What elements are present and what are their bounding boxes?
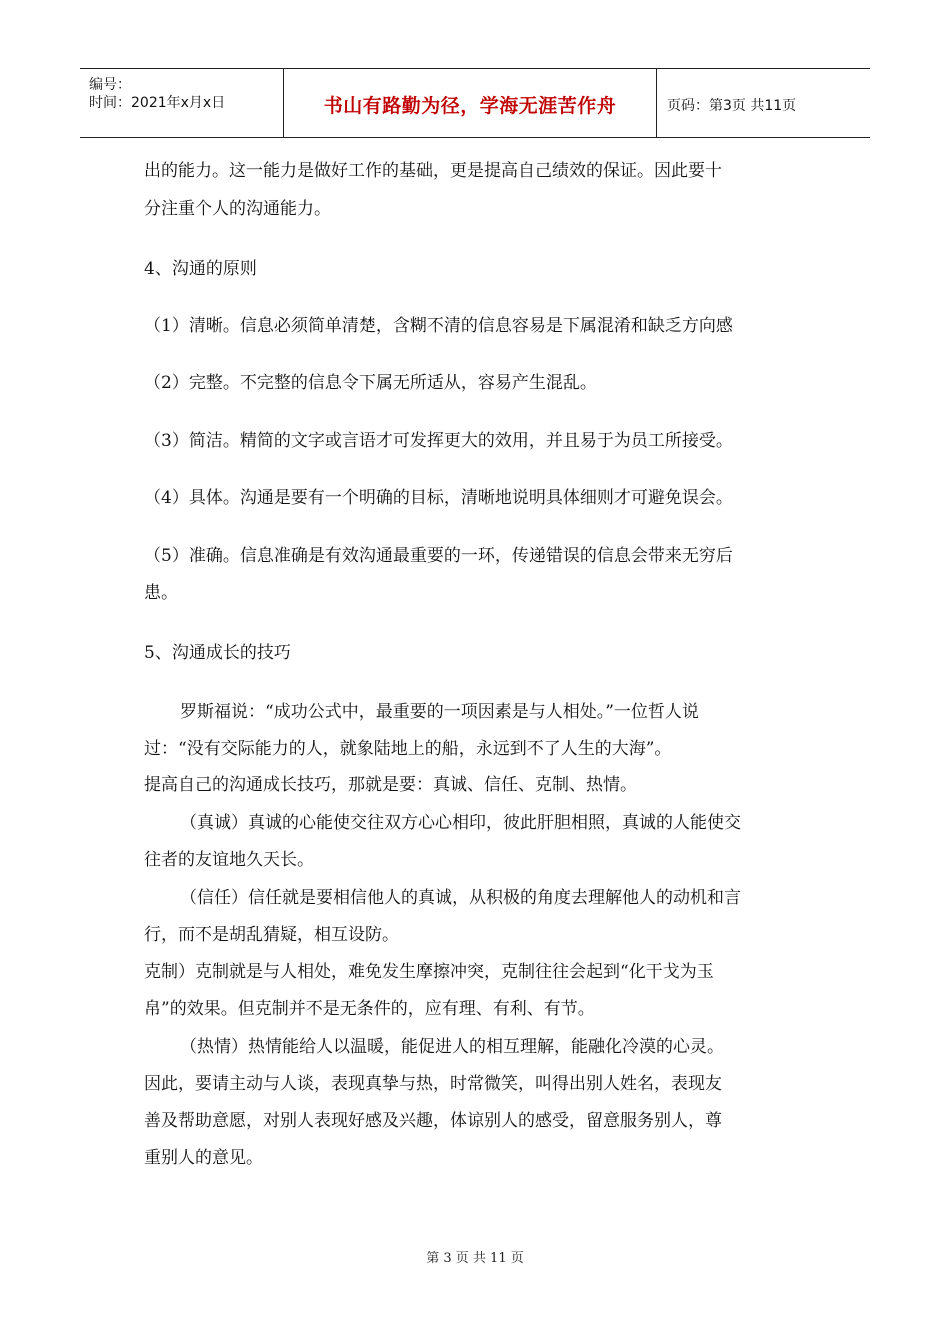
document-date: 时间：2021年x月x日: [89, 95, 226, 111]
body-line: 善及帮助意愿，对别人表现好感及兴趣，体谅别人的感受，留意服务别人，尊: [144, 1111, 722, 1131]
body-line: 克制）克制就是与人相处，难免发生摩擦冲突，克制往往会起到“化干戈为玉: [144, 962, 714, 982]
section-heading: 5、沟通成长的技巧: [144, 643, 291, 663]
body-line: （1）清晰。信息必须简单清楚，含糊不清的信息容易是下属混淆和缺乏方向感: [144, 316, 733, 336]
document-number: 编号：: [89, 77, 131, 93]
body-line: 出的能力。这一能力是做好工作的基础，更是提高自己绩效的保证。因此要十: [144, 161, 722, 181]
body-line: （信任）信任就是要相信他人的真诚，从积极的角度去理解他人的动机和言: [180, 888, 741, 908]
body-line: 患。: [144, 583, 178, 603]
header-page-cell: [657, 69, 870, 137]
body-line: 重别人的意见。: [144, 1148, 263, 1168]
body-line: 提高自己的沟通成长技巧，那就是要：真诚、信任、克制、热情。: [144, 775, 637, 795]
section-heading: 4、沟通的原则: [144, 259, 257, 279]
body-line: 往者的友谊地久天长。: [144, 850, 314, 870]
header-info-cell: [80, 69, 284, 137]
body-line: （4）具体。沟通是要有一个明确的目标，清晰地说明具体细则才可避免误会。: [144, 488, 733, 508]
body-line: （2）完整。不完整的信息令下属无所适从，容易产生混乱。: [144, 373, 597, 393]
page-footer: 第 3 页 共 11 页: [426, 1251, 524, 1266]
header-page-number: 页码：第3页 共11页: [667, 98, 797, 114]
document-header: [80, 68, 870, 138]
body-line: （5）准确。信息准确是有效沟通最重要的一环，传递错误的信息会带来无穷后: [144, 546, 733, 566]
body-line: 过：“没有交际能力的人，就象陆地上的船，永远到不了人生的大海”。: [144, 739, 672, 759]
body-line: 因此，要请主动与人谈，表现真挚与热，时常微笑，叫得出别人姓名，表现友: [144, 1074, 722, 1094]
body-line: （3）简洁。精简的文字或言语才可发挥更大的效用，并且易于为员工所接受。: [144, 431, 733, 451]
body-line: （真诚）真诚的心能使交往双方心心相印，彼此肝胆相照，真诚的人能使交: [180, 813, 741, 833]
body-line: 行，而不是胡乱猜疑，相互设防。: [144, 925, 399, 945]
body-line: （热情）热情能给人以温暖，能促进人的相互理解，能融化冷漠的心灵。: [180, 1037, 724, 1057]
body-line: 罗斯福说：“成功公式中，最重要的一项因素是与人相处。”一位哲人说: [180, 702, 699, 722]
header-motto-cell: [284, 69, 657, 137]
body-line: 帛”的效果。但克制并不是无条件的，应有理、有利、有节。: [144, 999, 595, 1019]
body-line: 分注重个人的沟通能力。: [144, 199, 331, 219]
header-motto: 书山有路勤为径，学海无涯苦作舟: [323, 95, 617, 117]
